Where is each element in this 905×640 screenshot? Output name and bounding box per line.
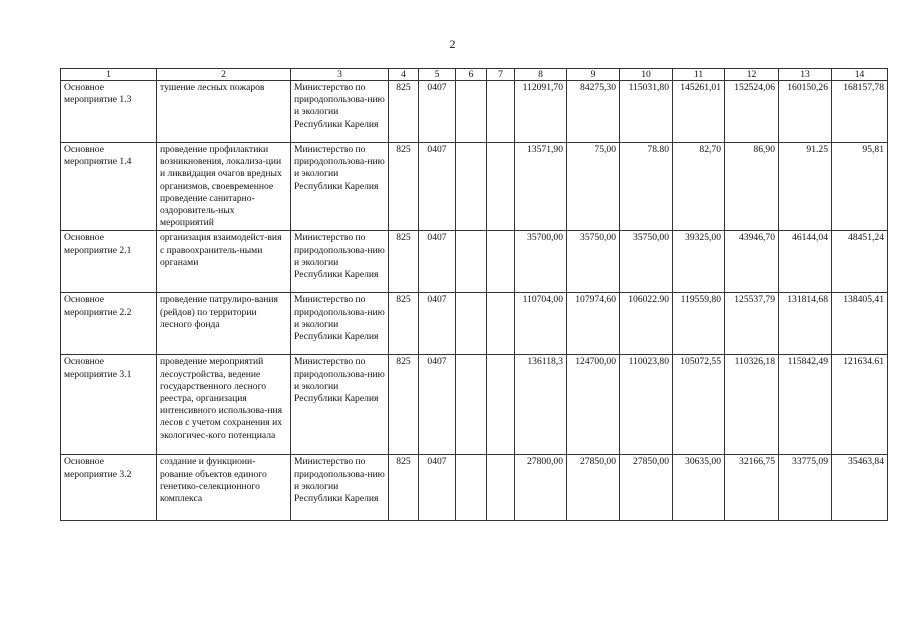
- activity-description: проведение профилактики возникновения, локализа-ции и ликвидация очагов вредных организмов, своевременное проведение санитарно-оздоровитель-ных мероприятий: [157, 143, 291, 231]
- column-header: 3: [291, 69, 389, 81]
- expense-value: 78.80: [620, 143, 673, 231]
- column-number-row: [61, 69, 888, 81]
- expense-value: 27800,00: [515, 455, 567, 521]
- budget-code-section: 0407: [419, 81, 456, 143]
- budget-code-type: [487, 455, 515, 521]
- expense-value: 110326,18: [725, 355, 779, 455]
- expense-value: 43946,70: [725, 231, 779, 293]
- expense-value: 35700,00: [515, 231, 567, 293]
- budget-code-grbs: 825: [389, 81, 419, 143]
- column-header: 4: [389, 69, 419, 81]
- expense-value: 110023,80: [620, 355, 673, 455]
- expense-value: 124700,00: [567, 355, 620, 455]
- activity-description: организация взаимодейст-вия с правоохранитель-ными органами: [157, 231, 291, 293]
- table-row: [61, 231, 888, 293]
- budget-code-grbs: 825: [389, 293, 419, 355]
- column-header: 12: [725, 69, 779, 81]
- expense-value: 84275,30: [567, 81, 620, 143]
- responsible-executor: Министерство по природопользова-нию и экологии Республики Карелия: [291, 231, 389, 293]
- activity-name: Основное мероприятие 3.2: [61, 455, 157, 521]
- activity-description: проведение патрулиро-вания (рейдов) по территории лесного фонда: [157, 293, 291, 355]
- budget-code-grbs: 825: [389, 231, 419, 293]
- responsible-executor: Министерство по природопользова-нию и экологии Республики Карелия: [291, 355, 389, 455]
- budget-code-target: [456, 81, 487, 143]
- column-header: 10: [620, 69, 673, 81]
- budget-code-target: [456, 143, 487, 231]
- expense-value: 27850,00: [567, 455, 620, 521]
- expense-value: 145261,01: [673, 81, 725, 143]
- activity-description: тушение лесных пожаров: [157, 81, 291, 143]
- expense-value: 35463,84: [832, 455, 888, 521]
- budget-code-type: [487, 355, 515, 455]
- activity-description: создание и функциони-рование объектов единого генетико-селекционного комплекса: [157, 455, 291, 521]
- budget-code-section: 0407: [419, 455, 456, 521]
- expense-value: 48451,24: [832, 231, 888, 293]
- program-activities-table: [60, 68, 888, 521]
- column-header: 9: [567, 69, 620, 81]
- expense-value: 106022.90: [620, 293, 673, 355]
- budget-code-grbs: 825: [389, 143, 419, 231]
- expense-value: 39325,00: [673, 231, 725, 293]
- expense-value: 160150,26: [779, 81, 832, 143]
- budget-code-section: 0407: [419, 231, 456, 293]
- budget-code-grbs: 825: [389, 355, 419, 455]
- column-header: 1: [61, 69, 157, 81]
- expense-value: 110704,00: [515, 293, 567, 355]
- expense-value: 86,90: [725, 143, 779, 231]
- column-header: 8: [515, 69, 567, 81]
- expense-value: 138405,41: [832, 293, 888, 355]
- expense-value: 136118,3: [515, 355, 567, 455]
- table-row: [61, 293, 888, 355]
- responsible-executor: Министерство по природопользова-нию и экологии Республики Карелия: [291, 293, 389, 355]
- expense-value: 115842,49: [779, 355, 832, 455]
- expense-value: 27850,00: [620, 455, 673, 521]
- table-row: [61, 355, 888, 455]
- budget-code-target: [456, 355, 487, 455]
- expense-value: 33775,09: [779, 455, 832, 521]
- table-row: [61, 455, 888, 521]
- budget-code-target: [456, 455, 487, 521]
- expense-value: 91.25: [779, 143, 832, 231]
- expense-value: 30635,00: [673, 455, 725, 521]
- column-header: 11: [673, 69, 725, 81]
- budget-code-section: 0407: [419, 143, 456, 231]
- expense-value: 13571,90: [515, 143, 567, 231]
- expense-value: 35750,00: [620, 231, 673, 293]
- column-header: 5: [419, 69, 456, 81]
- expense-value: 115031,80: [620, 81, 673, 143]
- budget-code-target: [456, 293, 487, 355]
- budget-code-type: [487, 293, 515, 355]
- column-header: 6: [456, 69, 487, 81]
- budget-code-grbs: 825: [389, 455, 419, 521]
- expense-value: 125537,79: [725, 293, 779, 355]
- activity-name: Основное мероприятие 1.4: [61, 143, 157, 231]
- budget-code-type: [487, 231, 515, 293]
- table-row: [61, 143, 888, 231]
- expense-value: 168157,78: [832, 81, 888, 143]
- responsible-executor: Министерство по природопользова-нию и экологии Республики Карелия: [291, 455, 389, 521]
- activity-name: Основное мероприятие 3.1: [61, 355, 157, 455]
- expense-value: 46144,04: [779, 231, 832, 293]
- page-number: 2: [449, 37, 456, 51]
- expense-value: 82,70: [673, 143, 725, 231]
- budget-code-type: [487, 81, 515, 143]
- responsible-executor: Министерство по природопользова-нию и экологии Республики Карелия: [291, 143, 389, 231]
- activity-name: Основное мероприятие 2.2: [61, 293, 157, 355]
- expense-value: 131814,68: [779, 293, 832, 355]
- expense-value: 107974,60: [567, 293, 620, 355]
- expense-value: 32166,75: [725, 455, 779, 521]
- activity-name: Основное мероприятие 1.3: [61, 81, 157, 143]
- column-header: 13: [779, 69, 832, 81]
- budget-code-section: 0407: [419, 355, 456, 455]
- activity-description: проведение мероприятий лесоустройства, ведение государственного лесного реестра, организация интенсивного использова-ния лесов с учетом сохранения их экологичес-кого потенциала: [157, 355, 291, 455]
- column-header: 2: [157, 69, 291, 81]
- expense-value: 75,00: [567, 143, 620, 231]
- expense-value: 119559,80: [673, 293, 725, 355]
- expense-value: 35750,00: [567, 231, 620, 293]
- expense-value: 152524,06: [725, 81, 779, 143]
- expense-value: 105072,55: [673, 355, 725, 455]
- activity-name: Основное мероприятие 2.1: [61, 231, 157, 293]
- budget-code-section: 0407: [419, 293, 456, 355]
- column-header: 14: [832, 69, 888, 81]
- column-header: 7: [487, 69, 515, 81]
- expense-value: 112091,70: [515, 81, 567, 143]
- responsible-executor: Министерство по природопользова-нию и экологии Республики Карелия: [291, 81, 389, 143]
- budget-code-type: [487, 143, 515, 231]
- table-row: [61, 81, 888, 143]
- expense-value: 121634.61: [832, 355, 888, 455]
- expense-value: 95,81: [832, 143, 888, 231]
- budget-code-target: [456, 231, 487, 293]
